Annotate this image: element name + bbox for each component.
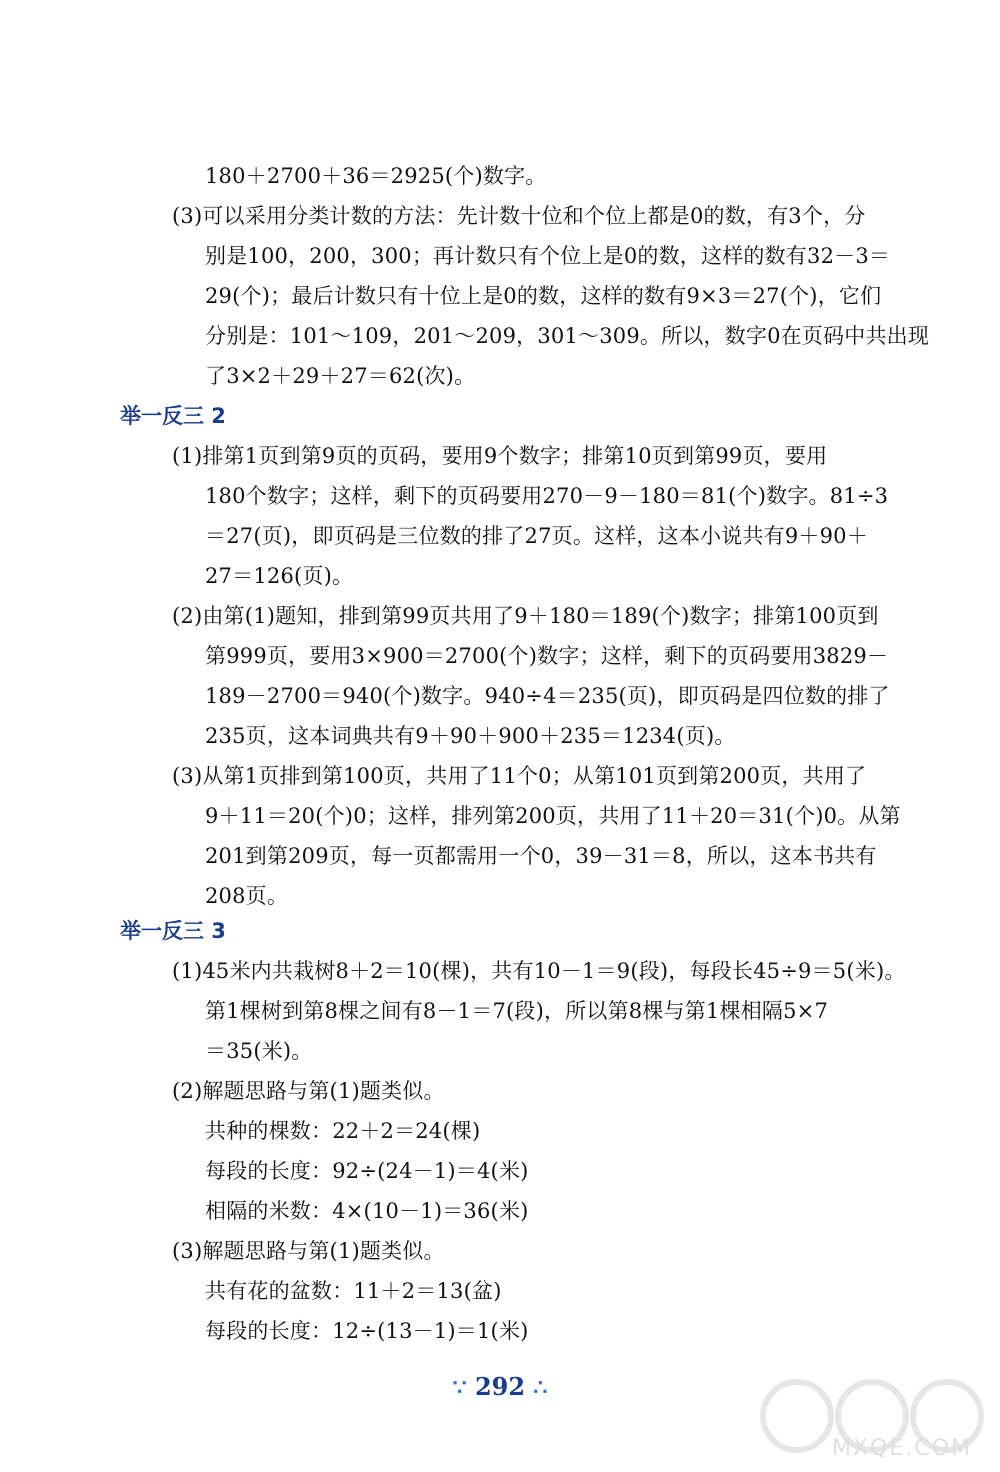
text-line: 27＝126(页)。 <box>205 564 354 588</box>
text-line: ＝27(页)，即页码是三位数的排了27页。这样，这本小说共有9＋90＋ <box>205 524 868 548</box>
text-line: ＝35(米)。 <box>205 1039 313 1063</box>
text-line: 180＋2700＋36＝2925(个)数字。 <box>205 164 547 188</box>
text-line: (1)45米内共栽树8＋2＝10(棵)，共有10－1＝9(段)，每段长45÷9＝5(米)。 <box>172 959 906 983</box>
text-line: 共种的棵数：22＋2＝24(棵) <box>205 1119 481 1143</box>
text-line: 29(个)；最后计数只有十位上是0的数，这样的数有9×3＝27(个)，它们 <box>205 284 882 308</box>
text-line: 第1棵树到第8棵之间有8－1＝7(段)，所以第8棵与第1棵相隔5×7 <box>205 999 829 1023</box>
text-line: 第999页，要用3×900＝2700(个)数字；这样，剩下的页码要用3829－ <box>205 644 889 668</box>
text-line: 9＋11＝20(个)0；这样，排列第200页，共用了11＋20＝31(个)0。从第 <box>205 804 901 828</box>
text-line: 共有花的盆数：11＋2＝13(盆) <box>205 1279 502 1303</box>
text-line: 分别是：101～109，201～209，301～309。所以，数字0在页码中共出现 <box>205 324 930 348</box>
text-line: (3)从第1页排到第100页，共用了11个0；从第101页到第200页，共用了 <box>172 764 867 788</box>
dots-left-icon: ∵ <box>452 1375 467 1401</box>
text-line: 每段的长度：12÷(13－1)＝1(米) <box>205 1319 529 1343</box>
text-line: (3)解题思路与第(1)题类似。 <box>172 1239 445 1263</box>
text-line: 208页。 <box>205 884 289 908</box>
text-line: (2)解题思路与第(1)题类似。 <box>172 1079 445 1103</box>
watermark-text: MXQE.COM <box>832 1436 972 1461</box>
text-line: 201到第209页，每一页都需用一个0，39－31＝8，所以，这本书共有 <box>205 844 877 868</box>
text-line: 相隔的米数：4×(10－1)＝36(米) <box>205 1199 529 1223</box>
section-heading: 举一反三 3 <box>120 919 226 943</box>
dots-right-icon: ∴ <box>533 1375 548 1401</box>
text-line: (1)排第1页到第9页的页码，要用9个数字；排第10页到第99页，要用 <box>172 444 828 468</box>
page-number-text: 292 <box>474 1372 526 1401</box>
text-line: (2)由第(1)题知，排到第99页共用了9＋180＝189(个)数字；排第100页到 <box>172 604 879 628</box>
text-line: 180个数字；这样，剩下的页码要用270－9－180＝81(个)数字。81÷3 <box>205 484 889 508</box>
text-line: (3)可以采用分类计数的方法：先计数十位和个位上都是0的数，有3个，分 <box>172 204 866 228</box>
text-line: 别是100，200，300；再计数只有个位上是0的数，这样的数有32－3＝ <box>205 244 891 268</box>
watermark-logo <box>752 1376 992 1466</box>
text-line: 189－2700＝940(个)数字。940÷4＝235(页)，即页码是四位数的排了 <box>205 684 890 708</box>
text-line: 235页，这本词典共有9＋90＋900＋235＝1234(页)。 <box>205 724 736 748</box>
section-heading: 举一反三 2 <box>120 404 226 428</box>
text-line: 了3×2＋29＋27＝62(次)。 <box>205 364 476 388</box>
text-line: 每段的长度：92÷(24－1)＝4(米) <box>205 1159 529 1183</box>
